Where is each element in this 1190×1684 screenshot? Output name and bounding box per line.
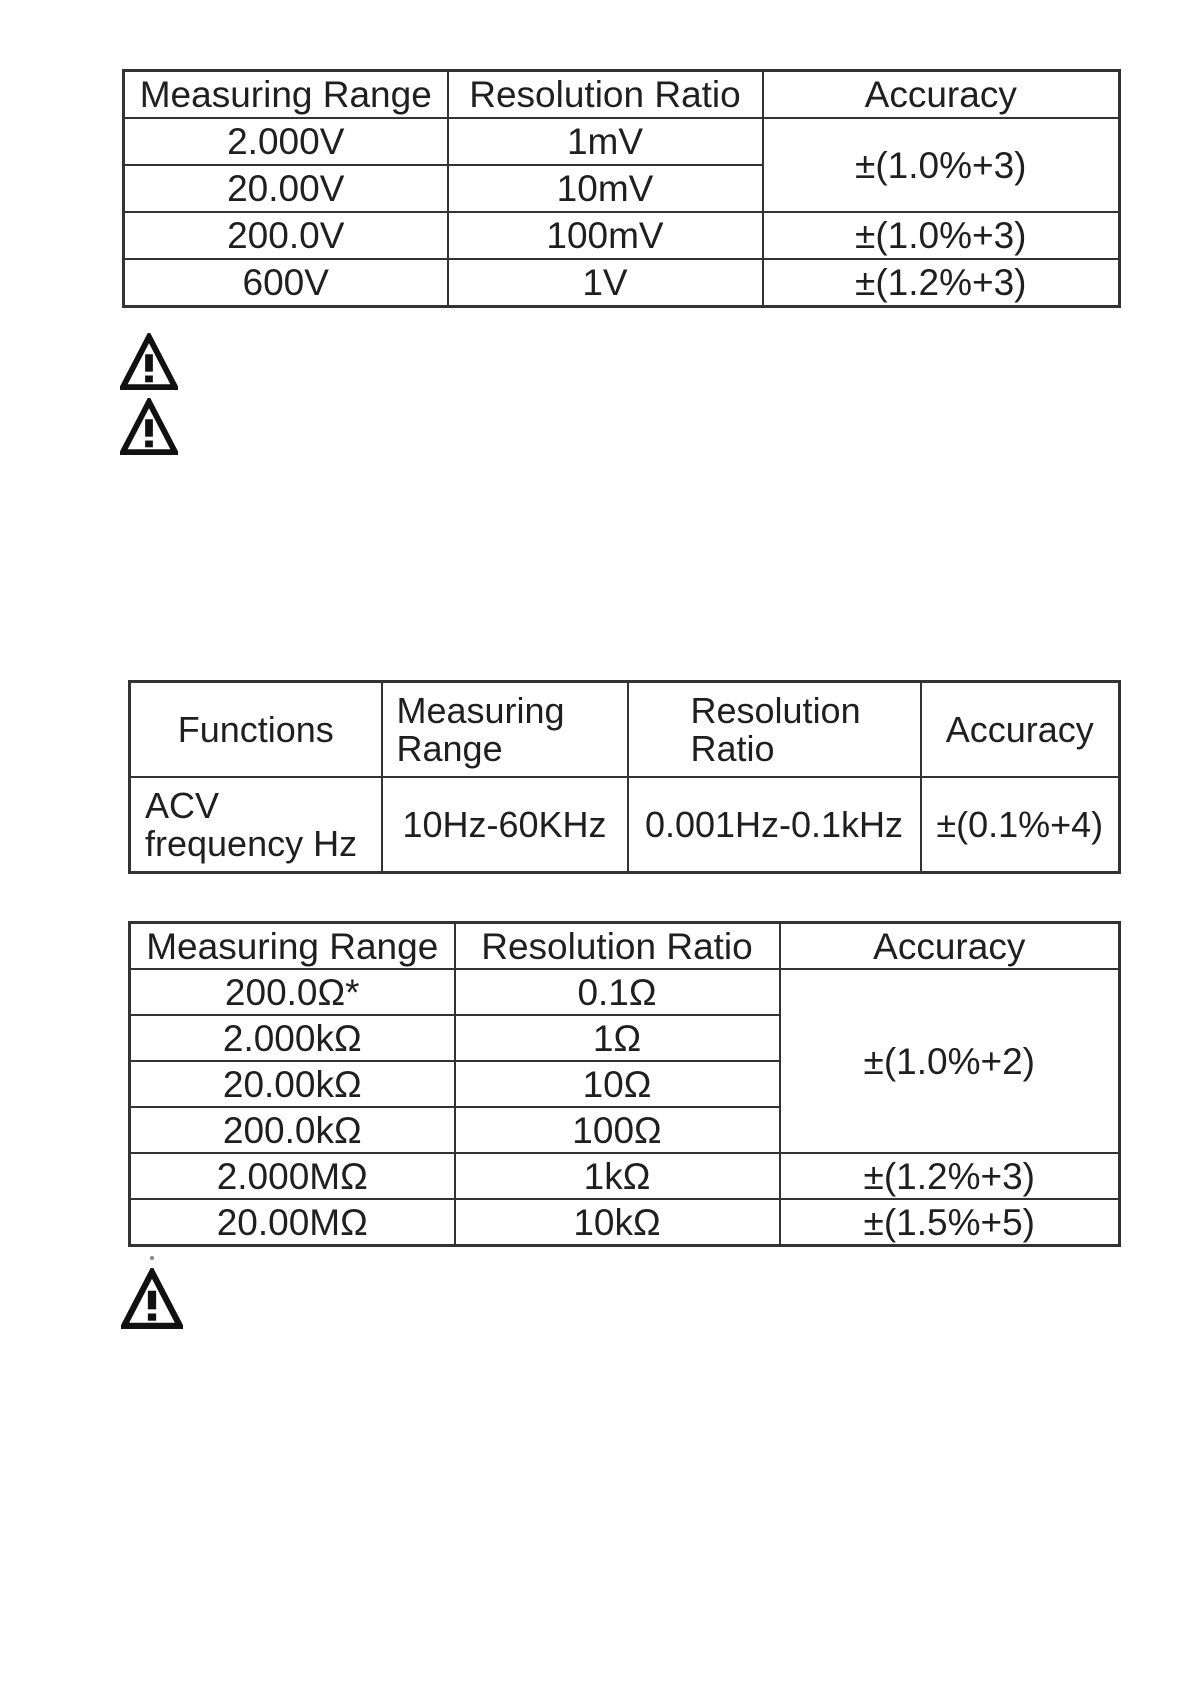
table-header-row [130,682,1120,778]
column-header: Resolution Ratio [448,71,763,119]
accuracy-cell: ±(1.0%+3) [763,118,1120,212]
resolution-cell: 0.001Hz-0.1kHz [628,777,921,873]
resolution-cell: 10mV [448,165,763,212]
column-header: Measuring Range [124,71,448,119]
table-row [130,1199,1120,1246]
range-cell: 200.0kΩ [130,1107,455,1153]
range-cell: 200.0V [124,212,448,259]
range-cell: 20.00kΩ [130,1061,455,1107]
header-text: Range [396,727,503,769]
voltage-spec-table [122,69,1121,308]
accuracy-cell: ±(1.0%+2) [780,969,1120,1153]
resolution-cell: 1mV [448,118,763,165]
header-text-stack [396,689,565,769]
table-row [130,777,1120,873]
warning-icon [120,398,178,456]
range-cell: 2.000MΩ [130,1153,455,1199]
accuracy-cell: ±(1.2%+3) [780,1153,1120,1199]
accuracy-cell: ±(1.0%+3) [763,212,1120,259]
resolution-cell: 1Ω [455,1015,780,1061]
table-row [124,212,1120,259]
function-text-stack [145,784,358,864]
range-cell: 200.0Ω* [130,969,455,1015]
resolution-cell: 100mV [448,212,763,259]
resolution-cell: 1V [448,259,763,307]
column-header: Accuracy [780,923,1120,970]
accuracy-cell: ±(1.5%+5) [780,1199,1120,1246]
column-header: Measuring Range [130,923,455,970]
column-header-functions [130,682,382,778]
accuracy-cell: ±(0.1%+4) [921,777,1120,873]
column-header-range [382,682,628,778]
frequency-spec-table [128,680,1121,874]
header-text: Measuring [396,689,565,731]
range-cell: 10Hz-60KHz [382,777,628,873]
range-cell: 2.000V [124,118,448,165]
header-text: Functions [177,708,334,750]
range-cell: 20.00MΩ [130,1199,455,1246]
column-header-resolution [628,682,921,778]
range-cell: 600V [124,259,448,307]
function-text: frequency Hz [145,822,358,864]
warning-icon [120,333,178,391]
column-header-accuracy: Accuracy [921,682,1120,778]
table-header-row [130,923,1120,970]
table-header-row [124,71,1120,119]
resolution-cell: 10kΩ [455,1199,780,1246]
range-cell: 20.00V [124,165,448,212]
column-header: Accuracy [763,71,1120,119]
range-cell: 2.000kΩ [130,1015,455,1061]
function-cell [130,777,382,873]
accuracy-cell: ±(1.2%+3) [763,259,1120,307]
table-row [130,969,1120,1015]
resolution-cell: 1kΩ [455,1153,780,1199]
function-text: ACV [145,784,220,826]
table-row [124,118,1120,165]
warning-icon [121,1268,183,1330]
resolution-cell: 0.1Ω [455,969,780,1015]
table-row [130,1153,1120,1199]
header-text: Resolution [690,689,861,731]
resolution-cell: 10Ω [455,1061,780,1107]
table-row [124,259,1120,307]
resistance-spec-table [128,921,1121,1247]
header-text: Ratio [690,727,775,769]
stray-dot [150,1256,154,1260]
resolution-cell: 100Ω [455,1107,780,1153]
column-header: Resolution Ratio [455,923,780,970]
header-text-stack [690,689,861,769]
